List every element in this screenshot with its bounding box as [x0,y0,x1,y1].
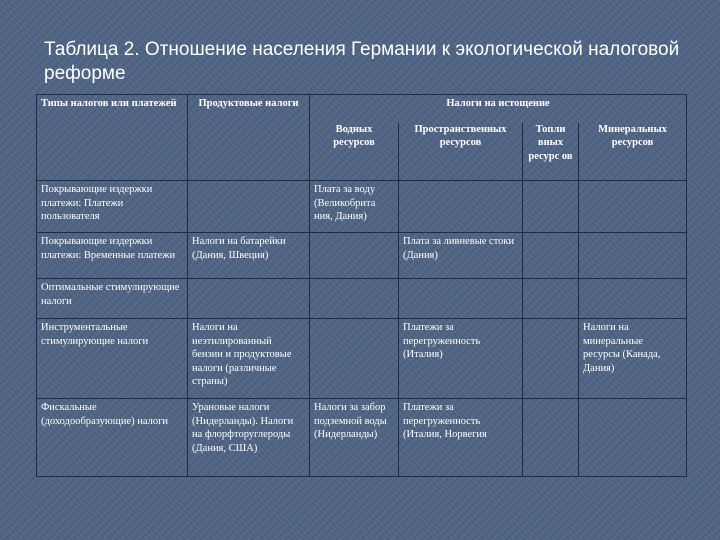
cell-water [310,233,399,279]
cell-space: Платежи за перегруженность (Италия) [399,319,523,399]
subheader-fuel: Топли вных ресурс ов [523,123,579,181]
cell-product: Налоги на неэтилированный бензин и продуктовые налоги (различные страны) [188,319,310,399]
cell-water: Плата за воду (Великобрита ния, Дания) [310,181,399,233]
subheader-mineral: Минеральных ресурсов [579,123,687,181]
cell-mineral [579,233,687,279]
cell-fuel [523,233,579,279]
cell-mineral [579,399,687,477]
table-row [37,233,687,279]
cell-mineral [579,279,687,319]
table-row [37,399,687,477]
slide-title: Таблица 2. Отношение населения Германии к экологической налоговой реформе [44,39,680,84]
row-label: Покрывающие издержки платежи: Платежи пользователя [37,181,188,233]
subheader-space: Пространственных ресурсов [399,123,523,181]
cell-space: Плата за ливневые стоки (Дания) [399,233,523,279]
cell-space [399,181,523,233]
cell-fuel [523,181,579,233]
header-product-taxes: Продуктовые налоги [188,95,310,181]
row-label: Фискальные (доходообразующие) налоги [37,399,188,477]
subheader-water: Водных ресурсов [310,123,399,181]
table-row [37,181,687,233]
cell-product: Налоги на батарейки (Дания, Швеция) [188,233,310,279]
cell-fuel [523,279,579,319]
header-tax-types: Типы налогов или платежей [37,95,188,181]
cell-mineral: Налоги на минеральные ресурсы (Канада, Дания) [579,319,687,399]
cell-water [310,319,399,399]
cell-water: Налоги за забор подземной воды (Нидерланды) [310,399,399,477]
cell-product: Урановые налоги (Нидерланды). Налоги на флорфторуглероды (Дания, США) [188,399,310,477]
cell-fuel [523,319,579,399]
cell-product [188,181,310,233]
tax-table [36,94,687,477]
cell-water [310,279,399,319]
cell-fuel [523,399,579,477]
cell-space [399,279,523,319]
row-label: Покрывающие издержки платежи: Временные платежи [37,233,188,279]
table-row [37,279,687,319]
table-header-row [37,95,687,123]
cell-space: Платежи за перегруженность (Италия, Норвегия [399,399,523,477]
header-depletion-taxes: Налоги на истощение [310,95,687,123]
cell-mineral [579,181,687,233]
row-label: Оптимальные стимулирующие налоги [37,279,188,319]
cell-product [188,279,310,319]
row-label: Инструментальные стимулирующие налоги [37,319,188,399]
table-row [37,319,687,399]
